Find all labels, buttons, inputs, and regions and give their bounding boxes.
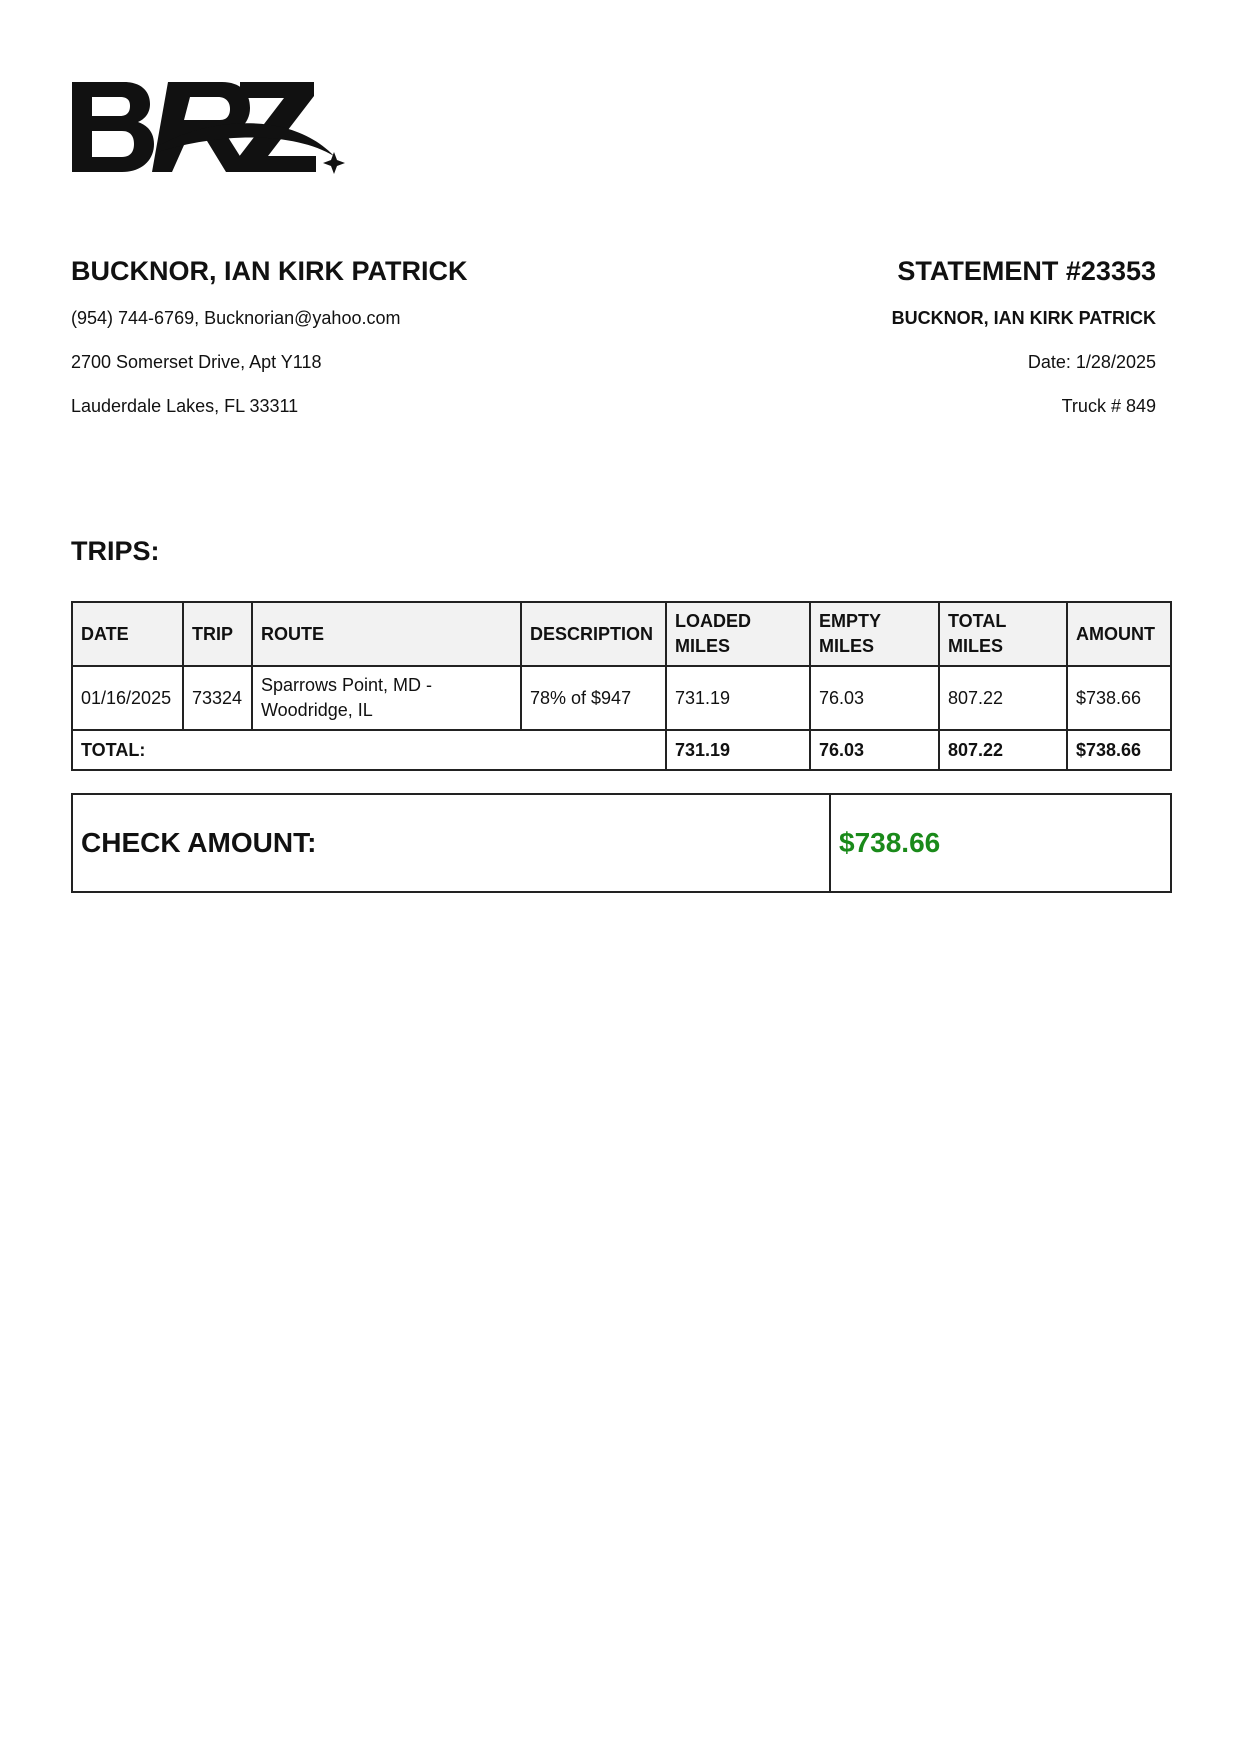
total-amount: $738.66: [1067, 730, 1171, 770]
statement-truck: Truck # 849: [1061, 396, 1156, 416]
driver-info: [71, 252, 671, 428]
driver-address-line2: Lauderdale Lakes, FL 33311: [71, 396, 299, 416]
col-header-route: ROUTE: [252, 602, 521, 666]
driver-address-line1: 2700 Somerset Drive, Apt Y118: [71, 352, 322, 372]
col-header-loaded-miles: LOADED MILES: [666, 602, 810, 666]
total-empty-miles: 76.03: [810, 730, 939, 770]
statement-title: STATEMENT #23353: [897, 256, 1156, 286]
statement-date: Date: 1/28/2025: [1027, 352, 1156, 372]
col-header-date: DATE: [72, 602, 183, 666]
total-loaded-miles: 731.19: [666, 730, 810, 770]
col-header-empty-miles: EMPTY MILES: [810, 602, 939, 666]
company-logo: [72, 80, 382, 190]
check-amount-label: CHECK AMOUNT:: [72, 794, 830, 892]
table-row: [72, 666, 1171, 730]
check-amount-table: [71, 793, 1172, 893]
trips-title: TRIPS:: [71, 536, 160, 566]
cell-trip: 73324: [183, 666, 252, 730]
statement-name: BUCKNOR, IAN KIRK PATRICK: [891, 308, 1156, 328]
cell-loaded-miles: 731.19: [666, 666, 810, 730]
col-header-total-miles: TOTAL MILES: [939, 602, 1067, 666]
col-header-description: DESCRIPTION: [521, 602, 666, 666]
col-header-amount: AMOUNT: [1067, 602, 1171, 666]
statement-info: [656, 252, 1156, 428]
col-header-trip: TRIP: [183, 602, 252, 666]
driver-contact: (954) 744-6769, Bucknorian@yahoo.com: [71, 308, 401, 328]
brz-logo-icon: [72, 80, 382, 190]
driver-name: BUCKNOR, IAN KIRK PATRICK: [71, 256, 468, 286]
trips-table: [71, 601, 1172, 771]
cell-total-miles: 807.22: [939, 666, 1067, 730]
cell-route: Sparrows Point, MD - Woodridge, IL: [252, 666, 521, 730]
table-header-row: [72, 602, 1171, 666]
total-total-miles: 807.22: [939, 730, 1067, 770]
cell-empty-miles: 76.03: [810, 666, 939, 730]
check-amount-value: $738.66: [830, 794, 1171, 892]
table-total-row: [72, 730, 1171, 770]
total-label: TOTAL:: [72, 730, 666, 770]
cell-description: 78% of $947: [521, 666, 666, 730]
check-amount-row: [72, 794, 1171, 892]
cell-date: 01/16/2025: [72, 666, 183, 730]
cell-amount: $738.66: [1067, 666, 1171, 730]
